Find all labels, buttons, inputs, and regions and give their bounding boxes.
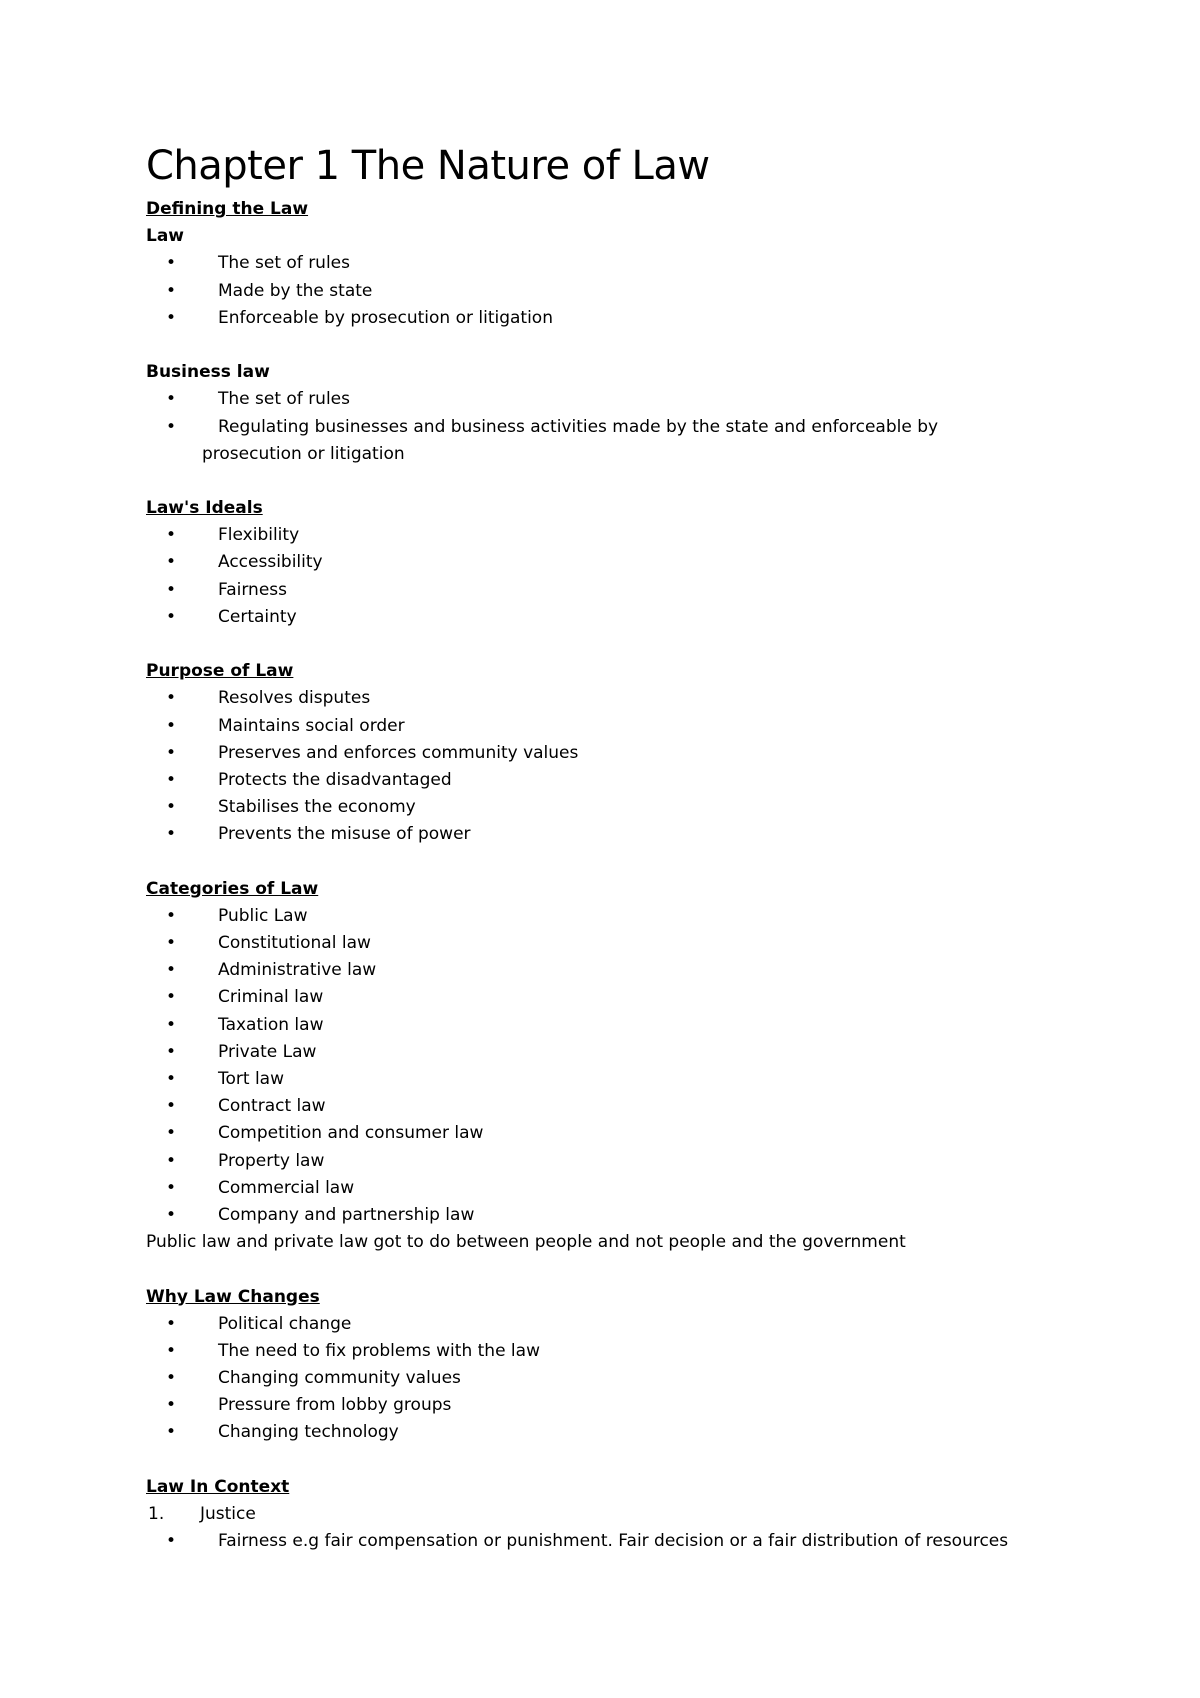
section-heading-why-law-changes: Why Law Changes xyxy=(146,1286,320,1307)
paragraph-note: Public law and private law got to do between people and not people and the government xyxy=(146,1232,906,1253)
list-item: • Enforceable by prosecution or litigation xyxy=(146,305,1106,332)
list-item: • Company and partnership law xyxy=(146,1202,1106,1229)
section-heading-laws-ideals: Law's Ideals xyxy=(146,498,263,519)
section-heading-categories-of-law: Categories of Law xyxy=(146,878,319,899)
bullet-icon: • xyxy=(166,933,177,954)
spacer xyxy=(146,849,1106,876)
list-item: • The need to fix problems with the law xyxy=(146,1338,1106,1365)
list-item: • Fairness e.g fair compensation or punishment. Fair decision or a fair distribution of resources xyxy=(146,1528,1106,1555)
bullet-icon: • xyxy=(166,389,177,410)
bullet-icon: • xyxy=(166,905,177,926)
page-title: Chapter 1 The Nature of Law xyxy=(146,143,710,189)
bullet-icon: • xyxy=(166,824,177,845)
list-item: • Constitutional law xyxy=(146,930,1106,957)
section-heading-defining-law: Defining the Law xyxy=(146,199,309,219)
list-item: • Contract law xyxy=(146,1093,1106,1120)
spacer xyxy=(146,631,1106,658)
spacer xyxy=(146,1256,1106,1283)
number-marker: 1. xyxy=(148,1504,165,1524)
list-item: • Stabilises the economy xyxy=(146,794,1106,821)
subheading-law: Law xyxy=(146,226,185,247)
bullet-icon: • xyxy=(166,525,177,546)
list-item: • Commercial law xyxy=(146,1175,1106,1202)
bullet-icon: • xyxy=(166,715,177,736)
bullet-icon: • xyxy=(166,606,177,627)
bullet-icon: • xyxy=(166,987,177,1008)
bullet-icon: • xyxy=(166,307,177,328)
bullet-icon: • xyxy=(166,416,177,437)
bullet-icon: • xyxy=(166,1150,177,1171)
bullet-icon: • xyxy=(166,1313,177,1334)
bullet-icon: • xyxy=(166,1041,177,1062)
bullet-icon: • xyxy=(166,253,177,274)
bullet-icon: • xyxy=(166,552,177,573)
bullet-icon: • xyxy=(166,1531,177,1552)
document-page xyxy=(146,140,1106,1555)
spacer xyxy=(146,468,1106,495)
bullet-icon: • xyxy=(166,1069,177,1089)
bullet-icon: • xyxy=(166,1422,177,1443)
list-item: • Prevents the misuse of power xyxy=(146,821,1106,848)
bullet-icon: • xyxy=(166,1340,177,1361)
list-item: • Criminal law xyxy=(146,984,1106,1011)
list-item: • Tort law xyxy=(146,1066,1106,1093)
section-heading-purpose-of-law: Purpose of Law xyxy=(146,661,294,682)
section-heading-law-in-context: Law In Context xyxy=(146,1476,290,1497)
bullet-icon: • xyxy=(166,1395,177,1416)
list-item: • Maintains social order xyxy=(146,713,1106,740)
list-item: • The set of rules xyxy=(146,386,1106,413)
bullet-icon: • xyxy=(166,1096,177,1117)
list-item: • Fairness xyxy=(146,577,1106,604)
bullet-icon: • xyxy=(166,960,177,981)
bullet-icon: • xyxy=(166,579,177,600)
list-item: • Changing community values xyxy=(146,1365,1106,1392)
list-item: • Private Law xyxy=(146,1039,1106,1066)
bullet-icon: • xyxy=(166,1204,177,1225)
bullet-icon: • xyxy=(166,1368,177,1389)
numbered-item: 1. Justice xyxy=(146,1501,1106,1528)
list-item: • Made by the state xyxy=(146,278,1106,305)
list-item: • Flexibility xyxy=(146,522,1106,549)
bullet-icon: • xyxy=(166,769,177,790)
bullet-icon: • xyxy=(166,280,177,301)
list-item-continuation: prosecution or litigation xyxy=(202,443,405,464)
bullet-icon: • xyxy=(166,797,177,818)
bullet-icon: • xyxy=(166,688,177,709)
list-item: • Changing technology xyxy=(146,1419,1106,1446)
list-item: • The set of rules xyxy=(146,250,1106,277)
bullet-icon: • xyxy=(166,1123,177,1144)
list-item: • Resolves disputes xyxy=(146,685,1106,712)
bullet-icon: • xyxy=(166,1014,177,1035)
bullet-icon: • xyxy=(166,742,177,763)
list-item: • Preserves and enforces community values xyxy=(146,740,1106,767)
list-item: • Accessibility xyxy=(146,549,1106,576)
list-item: • Administrative law xyxy=(146,957,1106,984)
spacer xyxy=(146,1447,1106,1474)
list-item: • Taxation law xyxy=(146,1012,1106,1039)
list-item: • Property law xyxy=(146,1148,1106,1175)
bullet-icon: • xyxy=(166,1177,177,1198)
list-item: • Certainty xyxy=(146,604,1106,631)
list-item: • Competition and consumer law xyxy=(146,1120,1106,1147)
subheading-business-law: Business law xyxy=(146,362,270,383)
spacer xyxy=(146,332,1106,359)
list-item: • Regulating businesses and business activities made by the state and enforceable by xyxy=(146,414,1106,441)
list-item: • Protects the disadvantaged xyxy=(146,767,1106,794)
list-item: • Public Law xyxy=(146,903,1106,930)
list-item: • Political change xyxy=(146,1311,1106,1338)
list-item: • Pressure from lobby groups xyxy=(146,1392,1106,1419)
